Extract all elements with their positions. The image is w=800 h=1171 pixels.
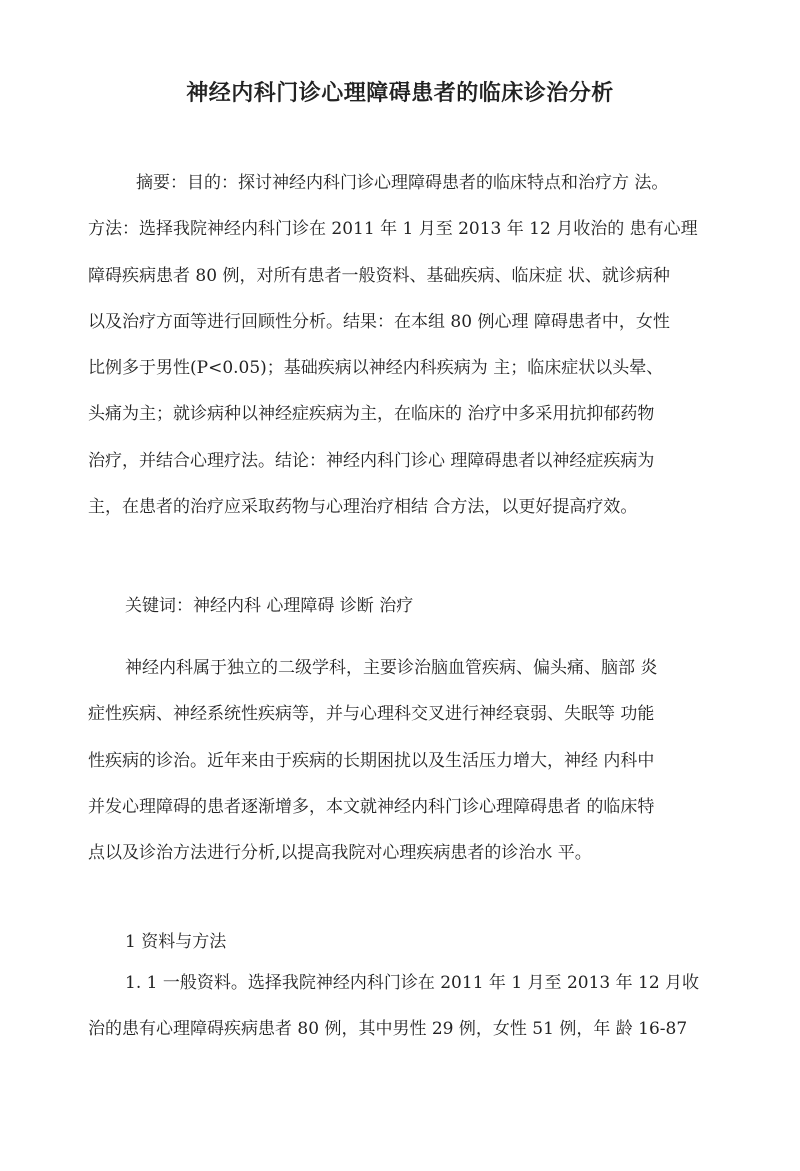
intro-line: 神经内科属于独立的二级学科，主要诊治脑血管疾病、偏头痛、脑部 炎 [125,658,658,678]
abstract-line: 以及治疗方面等进行回顾性分析。结果：在本组 80 例心理 障碍患者中，女性 [88,311,670,332]
subsection-line: 1. 1 一般资料。选择我院神经内科门诊在 2011 年 1 月至 2013 年 12 月收 [125,973,700,993]
abstract-line: 障碍疾病患者 80 例，对所有患者一般资料、基础疾病、临床症 状、就诊病种 [88,265,670,286]
abstract-line: 比例多于男性(P<0.05)；基础疾病以神经内科疾病为 主；临床症状以头晕、 [88,358,664,379]
intro-line: 点以及诊治方法进行分析,以提高我院对心理疾病患者的诊治水 平。 [88,843,592,864]
keywords: 关键词：神经内科 心理障碍 诊断 治疗 [125,596,414,616]
section-heading: 1 资料与方法 [125,932,227,952]
abstract [88,160,718,530]
page-title: 神经内科门诊心理障碍患者的临床诊治分析 [186,80,614,106]
abstract-line: 头痛为主；就诊病种以神经症疾病为主，在临床的 治疗中多采用抗抑郁药物 [88,404,655,425]
introduction [88,645,718,876]
abstract-line: 方法：选择我院神经内科门诊在 2011 年 1 月至 2013 年 12 月收治的 患有心理 [88,219,698,240]
abstract-line: 摘要：目的：探讨神经内科门诊心理障碍患者的临床特点和治疗方 法。 [136,173,669,193]
subsection-general-data [88,960,718,1053]
abstract-line: 主，在患者的治疗应采取药物与心理治疗相结 合方法，以更好提高疗效。 [88,497,638,518]
abstract-line: 治疗，并结合心理疗法。结论：神经内科门诊心 理障碍患者以神经症疾病为 [88,450,655,471]
intro-line: 并发心理障碍的患者逐渐增多，本文就神经内科门诊心理障碍患者 的临床特 [88,796,655,817]
subsection-line: 治的患有心理障碍疾病患者 80 例，其中男性 29 例，女性 51 例，年 龄 16-87 [88,1019,688,1040]
intro-line: 症性疾病、神经系统性疾病等，并与心理科交叉进行神经衰弱、失眠等 功能 [88,704,655,725]
intro-line: 性疾病的诊治。近年来由于疾病的长期困扰以及生活压力增大，神经 内科中 [88,750,655,771]
